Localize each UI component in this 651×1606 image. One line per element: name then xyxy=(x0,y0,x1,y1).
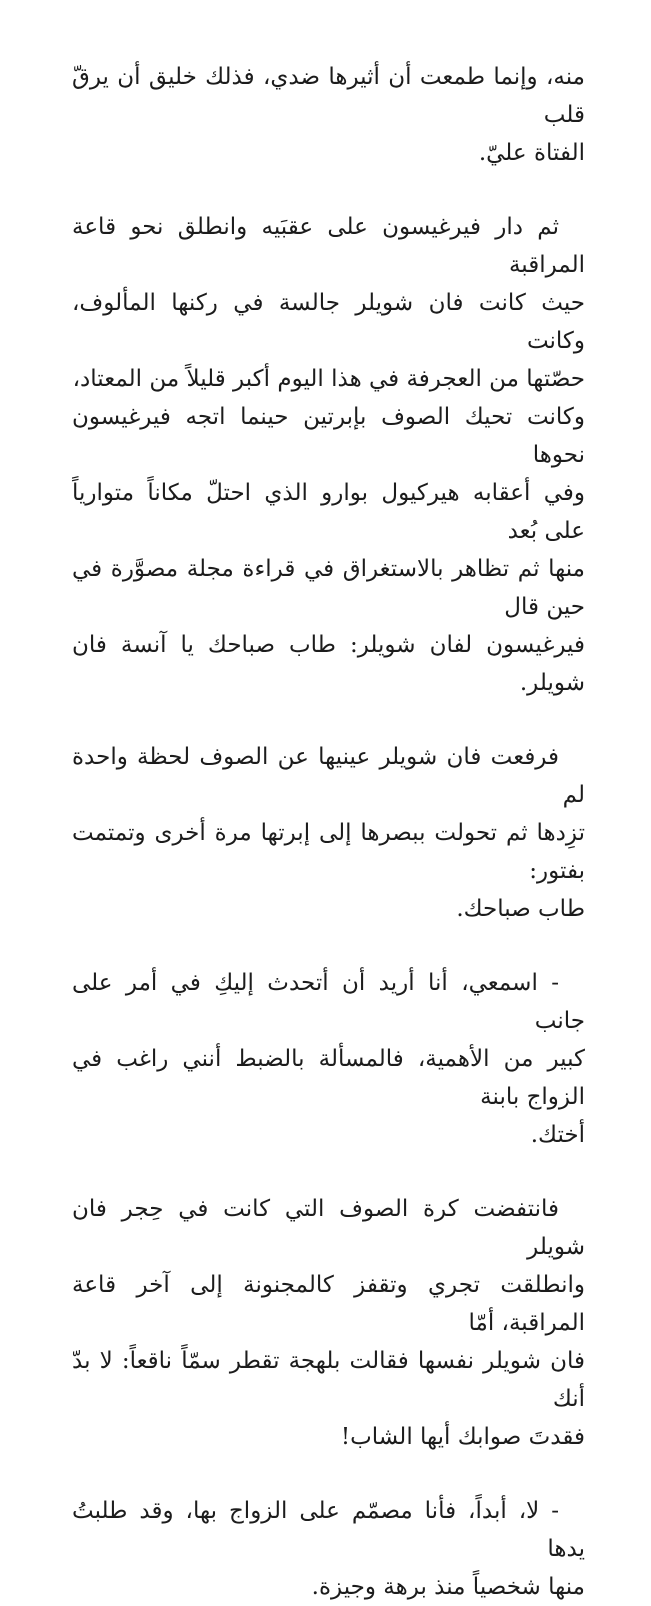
paragraph-5: فانتفضت كرة الصوف التي كانت في حِجر فان شويلر وانطلقت تجري وتقفز كالمجنونة إلى آخر قاعة المراقبة، أمّا فان شويلر نفسها فقالت بلهجة تقطر سمّاً ناقعاً: لا بدّ أنك فقدتَ صوابك أيها الشاب! xyxy=(72,1196,585,1450)
paragraph-2: ثم دار فيرغيسون على عقبَيه وانطلق نحو قاعة المراقبة حيث كانت فان شويلر جالسة في ركنها المألوف، وكانت حصّتها من العجرفة في هذا اليوم أكبر قليلاً من المعتاد، وكانت تحيك الصوف بإبرتين حينما اتجه فيرغيسون نحوها وفي أعقابه هيركيول بوارو الذي احتلّ مكاناً متوارياً على بُعد منها ثم تظاهر بالاستغراق في قراءة مجلة مصوَّرة في حين قال فيرغيسون لفان شويلر: طاب صباحك يا آنسة فان شويلر. xyxy=(72,214,585,696)
paragraph-3: فرفعت فان شويلر عينيها عن الصوف لحظة واحدة لم تزِدها ثم تحولت ببصرها إلى إبرتها مرة أخرى وتمتمت بفتور: طاب صباحك. xyxy=(72,744,585,922)
paragraph-1: منه، وإنما طمعت أن أثيرها ضدي، فذلك خليق أن يرقّ قلب الفتاة عليّ. xyxy=(72,64,585,166)
paragraph-6-dialogue: - لا، أبداً، فأنا مصمّم على الزواج بها، وقد طلبتُ يدها منها شخصياً منذ برهة وجيزة. xyxy=(72,1498,585,1600)
paragraph-4-dialogue: - اسمعي، أنا أريد أن أتحدث إليكِ في أمر على جانب كبير من الأهمية، فالمسألة بالضبط أنني راغب في الزواج بابنة أختك. xyxy=(72,970,585,1148)
